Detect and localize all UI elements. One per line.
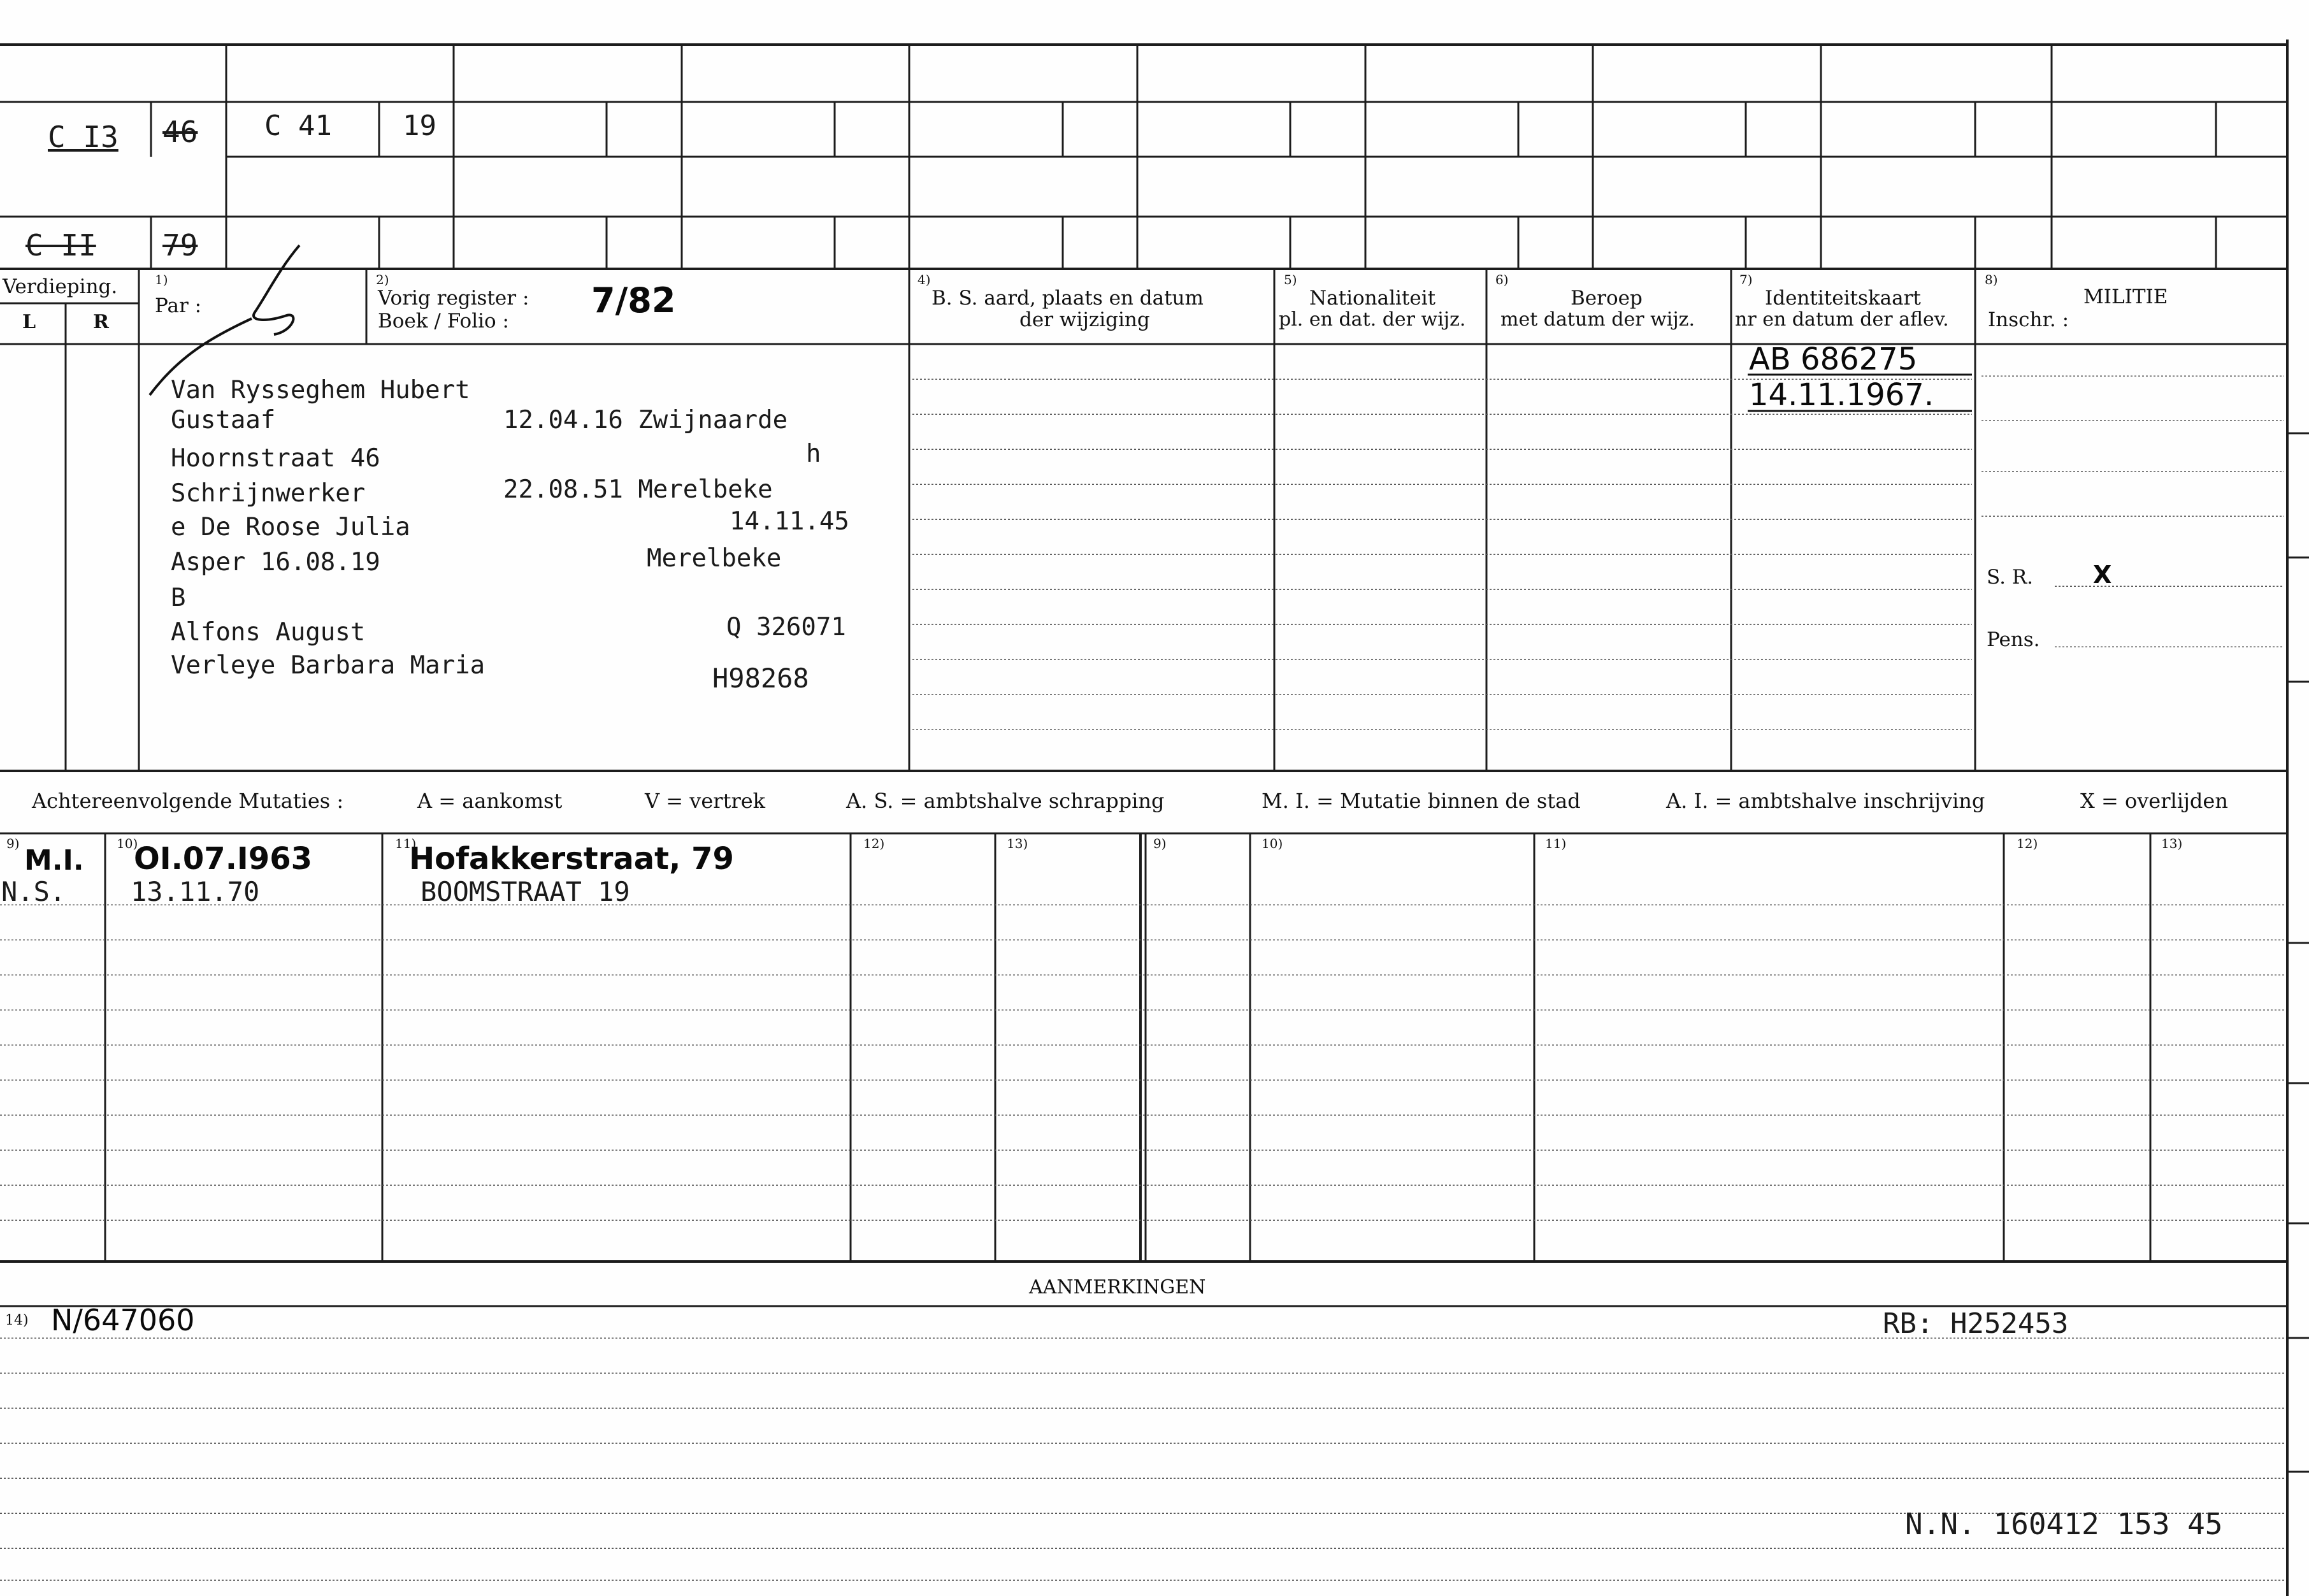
person-line-9b: H98268 [712, 663, 809, 694]
nationality-header-line1: Nationaliteit [1309, 287, 1436, 310]
beroep-header-line1: Beroep [1571, 287, 1643, 310]
legend-schrapping: A. S. = ambtshalve schrapping [846, 789, 1165, 813]
vorig-register-label: Vorig register : [378, 287, 529, 310]
footnote-8: 8) [1985, 272, 1998, 287]
mutation-1-type: M.I. [24, 844, 84, 877]
remarks-title: AANMERKINGEN [1029, 1276, 1206, 1298]
footnote-1: 1) [155, 272, 168, 287]
person-line-1: Van Rysseghem Hubert [171, 376, 470, 405]
footnote-5: 5) [1284, 272, 1297, 287]
beroep-header-line2: met datum der wijz. [1500, 308, 1695, 331]
mut-col-10-right: 10) [1262, 836, 1283, 851]
remark-rb: RB: H252453 [1883, 1307, 2069, 1340]
person-line-8b: Q 326071 [726, 613, 846, 642]
legend-vertrek: V = vertrek [645, 789, 766, 813]
mutation-2-type: N.S. [1, 876, 66, 907]
inschr-label: Inschr. : [1988, 308, 2069, 331]
person-line-7: B [171, 584, 186, 612]
person-line-3b: h [806, 440, 821, 468]
mut-col-10-left: 10) [117, 836, 138, 851]
footnote-4: 4) [917, 272, 931, 287]
legend-mutatie: M. I. = Mutatie binnen de stad [1262, 789, 1581, 813]
vorig-register-value: 7/82 [591, 280, 676, 320]
footnote-6: 6) [1495, 272, 1509, 287]
person-line-5b: 14.11.45 [730, 507, 849, 536]
code-c41: C 41 [264, 110, 332, 142]
footnote-2: 2) [376, 272, 389, 287]
footnote-7: 7) [1739, 272, 1753, 287]
mut-col-9-left: 9) [6, 836, 20, 851]
id-card-header-line1: Identiteitskaart [1765, 287, 1921, 310]
mut-col-9-right: 9) [1153, 836, 1167, 851]
bs-header-line2: der wijziging [1019, 308, 1150, 331]
person-line-8a: Alfons August [171, 618, 366, 647]
id-card-date: 14.11.1967. [1749, 377, 1934, 413]
remark-nn: N.N. 160412 153 45 [1905, 1507, 2223, 1541]
person-line-9a: Verleye Barbara Maria [171, 651, 486, 680]
sr-label: S. R. [1987, 566, 2034, 589]
remark-value-1: N/647060 [51, 1303, 195, 1337]
legend-title: Achtereenvolgende Mutaties : [32, 789, 344, 813]
person-line-5a: e De Roose Julia [171, 513, 410, 542]
legend-inschrijving: A. I. = ambtshalve inschrijving [1666, 789, 1985, 813]
boek-folio-label: Boek / Folio : [378, 310, 509, 333]
verdieping-label: Verdieping. [3, 275, 118, 298]
person-line-6a: Asper 16.08.19 [171, 548, 380, 577]
mutation-1-date: OI.07.I963 [134, 841, 312, 877]
person-line-4b: 22.08.51 Merelbeke [503, 475, 773, 504]
person-line-2a: Gustaaf [171, 406, 276, 435]
person-line-2b: 12.04.16 Zwijnaarde [503, 406, 788, 435]
old-number-46: 46 [162, 115, 198, 149]
militie-header: MILITIE [2083, 285, 2168, 308]
footnote-14: 14) [5, 1312, 29, 1328]
person-line-4a: Schrijnwerker [171, 479, 366, 508]
par-label: Par : [155, 294, 202, 317]
mut-col-12-left: 12) [863, 836, 885, 851]
id-card-number: AB 686275 [1749, 341, 1918, 377]
number-19: 19 [403, 110, 436, 142]
person-line-3a: Hoornstraat 46 [171, 444, 380, 473]
mutation-1-address: Hofakkerstraat, 79 [409, 841, 734, 877]
mutation-2-date: 13.11.70 [131, 876, 260, 907]
right-label: R [93, 311, 109, 333]
bs-header-line1: B. S. aard, plaats en datum [932, 287, 1204, 310]
id-card-header-line2: nr en datum der aflev. [1735, 308, 1949, 331]
mut-col-13-left: 13) [1007, 836, 1028, 851]
old-code-c13: C I3 [48, 120, 119, 154]
old-code-c11: C II [25, 228, 96, 262]
left-label: L [22, 311, 36, 333]
legend-aankomst: A = aankomst [417, 789, 563, 813]
mut-col-11-right: 11) [1545, 836, 1567, 851]
nationality-header-line2: pl. en dat. der wijz. [1279, 308, 1466, 331]
pens-label: Pens. [1987, 628, 2040, 651]
mut-col-12-right: 12) [2017, 836, 2038, 851]
legend-overlijden: X = overlijden [2080, 789, 2228, 813]
mut-col-11-left: 11) [395, 836, 417, 851]
old-number-79: 79 [162, 228, 198, 262]
mutation-2-address: BOOMSTRAAT 19 [421, 876, 630, 907]
mut-col-13-right: 13) [2161, 836, 2183, 851]
person-line-6b: Merelbeke [647, 544, 782, 573]
sr-value: X [2093, 561, 2112, 589]
